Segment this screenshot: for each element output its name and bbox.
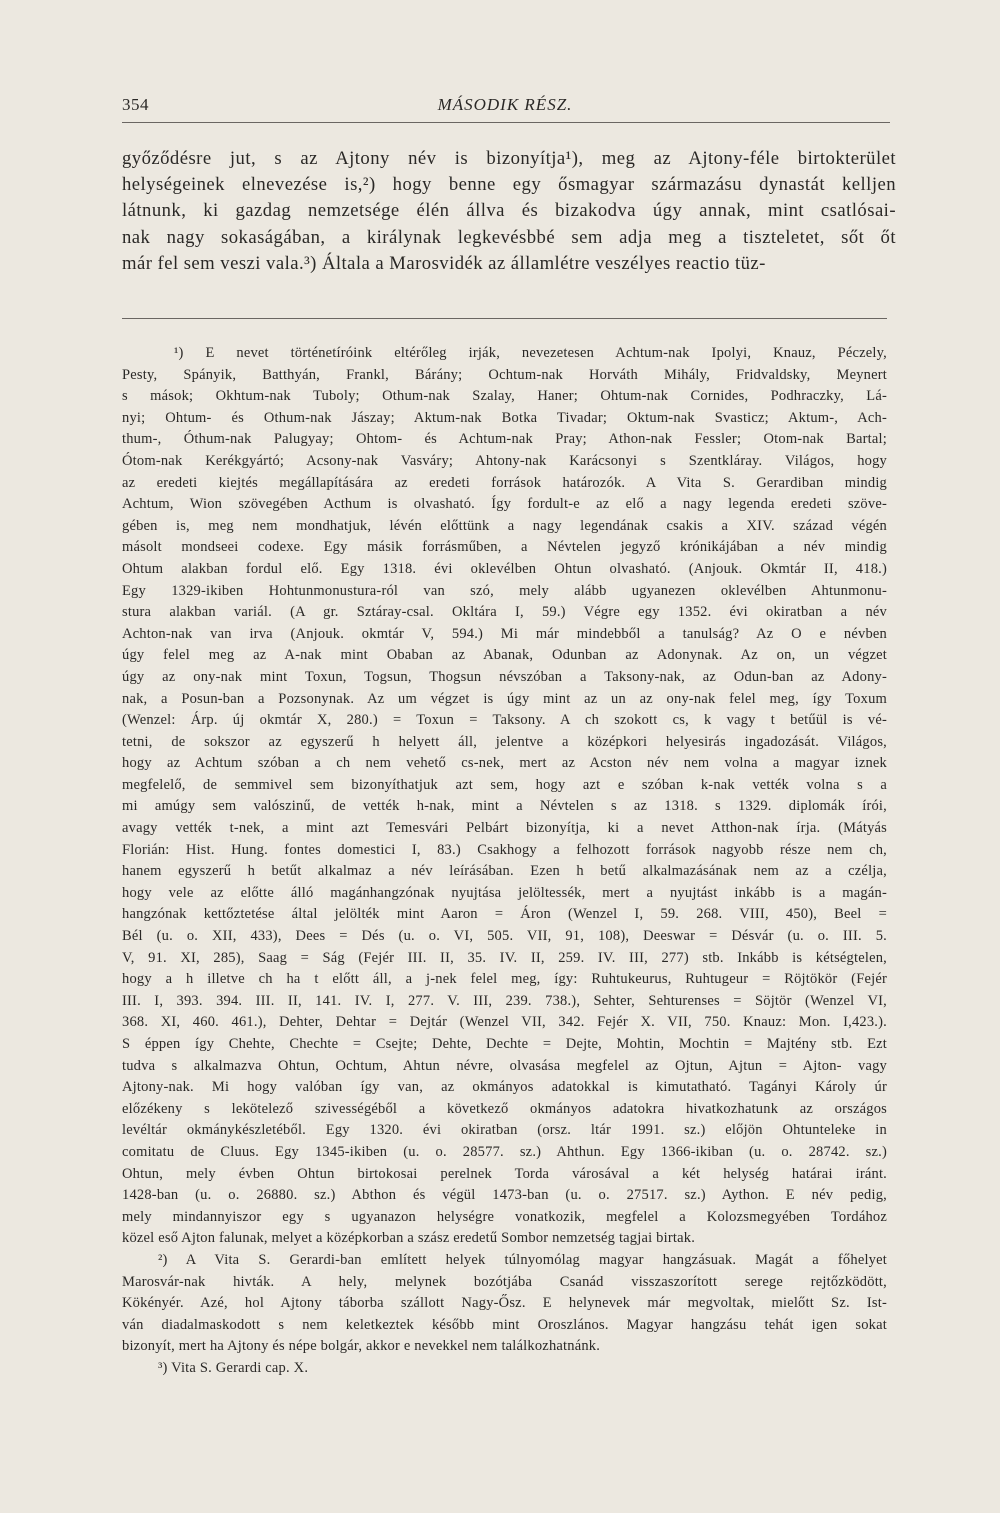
footnote-line: Pesty, Spányik, Batthyán, Frankl, Bárány; Ochtum-nak Horváth Mihály, Fridvaldsky, Meynert [122, 366, 887, 383]
footnote-line: avagy vették t-nek, a mint azt Temesvári Pelbárt bizonyítja, ki a nevet Atthon-nak írja. (Mátyás [122, 820, 887, 837]
footnote-line: s mások; Okhtum-nak Tuboly; Othum-nak Szalay, Haner; Ohtum-nak Cornides, Podhraczky, Lá- [122, 388, 887, 405]
page-header [122, 95, 888, 121]
footnote-line: Marosvár-nak hivták. A hely, melynek bozótjába Csanád visszaszorított serege rejtőzködött, [122, 1273, 887, 1290]
footnote-line: Ohtum alakban fordul elő. Egy 1318. évi oklevélben Ohtun olvasható. (Anjouk. Okmtár II, 418.) [122, 560, 887, 577]
footnote-line: közel eső Ajton falunak, melyet a középkorban a szász eredetű Sombor nemzetség tagjai birtak. [122, 1230, 696, 1247]
text-line: helységeinek elnevezése is,²) hogy benne egy ősmagyar származásu dynastát kelljen [122, 174, 896, 196]
footnote-line: nyi; Ohtum- és Othum-nak Jászay; Aktum-nak Botka Tivadar; Oktum-nak Svasticz; Aktum-, Ach- [122, 409, 887, 426]
footnote-line: hogy vele az előtte álló magánhangzónak nyujtása jelöltessék, mert a nyujtást inkább is a magán- [122, 884, 887, 901]
footnote-line: gében is, meg nem mondhatjuk, lévén előttünk a nagy legendának csakis a XIV. század végén [122, 517, 887, 534]
footnote-line: V, 91. XI, 285), Saag = Ság (Fejér III. II, 35. IV. II, 259. IV. III, 277) stb. Inkább is kétségtelen, [122, 949, 887, 966]
footnotes [122, 343, 887, 1380]
footnote-line: az eredeti kiejtés megállapítására az eredeti források határozók. A Vita S. Gerardiban mindig [122, 474, 887, 491]
footnote-line: megfelelő, de semmivel sem bizonyíthatjuk azt sem, hogy azt e szóban k-nak vették volna s a [122, 776, 887, 793]
text-line: győződésre jut, s az Ajtony név is bizonyítja¹), meg az Ajtony-féle birtokterület [122, 148, 896, 169]
footnote-line: ²) A Vita S. Gerardi-ban említett helyek túlnyomólag magyar hangzásuak. Magát a főhelyet [158, 1251, 887, 1268]
running-head: MÁSODIK RÉSZ. [437, 95, 573, 114]
footnote-line: stura alakban variál. (A gr. Sztáray-csal. Okltára I, 59.) Végre egy 1352. évi okiratban a név [122, 604, 887, 621]
footnote-line: 368. XI, 460. 461.), Dehter, Dehtar = Dejtár (Wenzel VII, 342. Fejér X. VII, 750. Knauz: Mon. I,423.). [122, 1014, 887, 1031]
footnote-line: előzékeny s lekötelező szivességéből a következő okmányos adatokra hivatkozhatunk az országos [122, 1100, 887, 1117]
footnote-line: thum-, Óthum-nak Palugyay; Ohtom- és Achtum-nak Pray; Athon-nak Fessler; Otom-nak Bartal; [122, 431, 887, 448]
footnote-rule [122, 318, 887, 319]
footnote-line: hangzónak kettőztetése által jelölték mint Aaron = Áron (Wenzel I, 59. 268. VIII, 450), Beel = [122, 906, 887, 923]
footnote-line: ván diadalmaskodott s nem keletkeztek később mint Oroszlános. Magyar hangzásu tehát igen sokat [122, 1316, 887, 1333]
page-number: 354 [122, 95, 149, 114]
footnote-line: S éppen így Chehte, Chechte = Csejte; Dehte, Dechte = Dejte, Mohtin, Mochtin = Majtény stb. Ezt [122, 1036, 887, 1052]
footnote-line: hogy az Achtum szóban a ch nem vehető cs-nek, mert az Acston név nem volna a magyar iznek [122, 755, 887, 772]
footnote-line: tudva s alkalmazva Ohtun, Ochtum, Ahtun névre, olvasása megfelel az Ojtun, Ajtun = Ajton- vagy [122, 1057, 887, 1074]
footnote-line: nak, a Posun-ban a Pozsonynak. Az um végzet is úgy mint az un az ony-nak felel meg, így Toxum [122, 690, 887, 707]
footnote-line: Achton-nak van irva (Anjouk. okmtár V, 594.) Mi már mindebből a tanulság? Az O e névben [122, 625, 887, 642]
footnote-line: mi amúgy sem valószinű, de vették h-nak, mint a Névtelen s az 1318. s 1329. diplomák írói, [122, 798, 887, 815]
text-line: nak nagy sokaságában, a királynak legkevésbbé sem adja meg a tiszteletet, sőt őt [122, 226, 896, 248]
footnote-line: comitatu de Cluus. Egy 1345-ikiben (u. o. 28577. sz.) Ahthun. Egy 1366-ikiban (u. o. 28742. sz.) [122, 1143, 887, 1160]
footnote-line: ¹) E nevet történetíróink eltérőleg irják, nevezetesen Achtum-nak Ipolyi, Knauz, Péczely, [174, 345, 887, 361]
main-text [122, 146, 896, 277]
footnote-line: Egy 1329-ikiben Hohtunmonustura-ról van szó, mely alább ugyanezen oklevélben Ahtunmonu- [122, 582, 887, 599]
footnote-line: tetni, de sokszor az egyszerű h helyett áll, jelentve a középkori helyesirás ingadozását. Világos, [122, 733, 887, 750]
footnote-line: Ótom-nak Kerékgyártó; Acsony-nak Vasváry; Ahtony-nak Karácsonyi s Szentkláray. Világos, hogy [122, 452, 887, 469]
footnote-line: bizonyít, mert ha Ajtony és népe bolgár, akkor e nevekkel nem találkozhatnánk. [122, 1338, 601, 1355]
footnote-line: Florián: Hist. Hung. fontes domestici I, 83.) Csakhogy a felhozott források nagyobb része nem ch, [122, 841, 887, 858]
footnote-line: ³) Vita S. Gerardi cap. X. [158, 1359, 309, 1376]
footnote-line: Kökényér. Azé, hol Ajtony táborba szállott Nagy-Ősz. E helynevek már megvoltak, mielőtt Sz. Ist- [122, 1295, 887, 1312]
footnote-line: (Wenzel: Árp. új okmtár X, 280.) = Toxun = Taksony. A ch szokott cs, k vagy t betűül is vé- [122, 712, 887, 729]
footnote-line: hogy a h illetve ch ha t előtt áll, a j-nek felel meg, így: Ruhtukeurus, Ruhtugeur = Röjtökör (Fejér [122, 971, 887, 988]
text-line: látnunk, ki gazdag nemzetsége élén állva és bizakodva úgy annak, mint csatlósai- [122, 200, 896, 222]
footnote-line: levéltár okmánykészletéből. Egy 1320. évi okiratban (orsz. ltár 1991. sz.) előjön Ohtunteleke in [122, 1122, 887, 1139]
footnote-line: Ohtun, mely évben Ohtun birtokosai perelnek Torda városával a két helység határai iránt. [122, 1165, 887, 1182]
footnote-line: úgy az ony-nak mint Toxun, Togsun, Thogsun névszóban a Taksony-nak, az Odun-ban az Adony- [122, 668, 887, 685]
footnote-line: másolt mondseei codexe. Egy másik forrásműben, a Névtelen jegyző krónikájában a név mindig [122, 539, 887, 556]
footnote-line: mely mindannyiszor egy s ugyanazon helységre vonatkozik, megfelel a Kolozsmegyében Tordához [122, 1208, 887, 1225]
footnote-line: Ajtony-nak. Mi hogy valóban így van, az okmányos adatokkal is kimutatható. Tagányi Károly úr [122, 1079, 887, 1096]
header-rule [122, 122, 890, 123]
footnote-line: III. I, 393. 394. III. II, 141. IV. I, 277. V. III, 239. 738.), Sehter, Sehturenses = Söjtör (Wenzel VI, [122, 992, 887, 1009]
footnote-line: Bél (u. o. XII, 433), Dees = Dés (u. o. VI, 505. VII, 91, 108), Deeswar = Désvár (u. o. III. 5. [122, 928, 887, 945]
footnote-line: 1428-ban (u. o. 26880. sz.) Abthon és végül 1473-ban (u. o. 27517. sz.) Aython. E név pedig, [122, 1187, 887, 1204]
text-line: már fel sem veszi vala.³) Általa a Marosvidék az államlétre veszélyes reactio tüz- [122, 252, 766, 274]
footnote-line: hanem egyszerű h betűt alkalmaz a név leírásában. Ezen h betű alkalmazásának nem az a czélja, [122, 863, 887, 880]
footnote-line: úgy felel meg az A-nak mint Obaban az Abanak, Odunban az Adonynak. Az on, un végzet [122, 647, 887, 664]
footnote-line: Achtum, Wion szövegében Acthum is olvasható. Így fordult-e az elő a nagy legenda eredeti szöve- [122, 496, 887, 513]
